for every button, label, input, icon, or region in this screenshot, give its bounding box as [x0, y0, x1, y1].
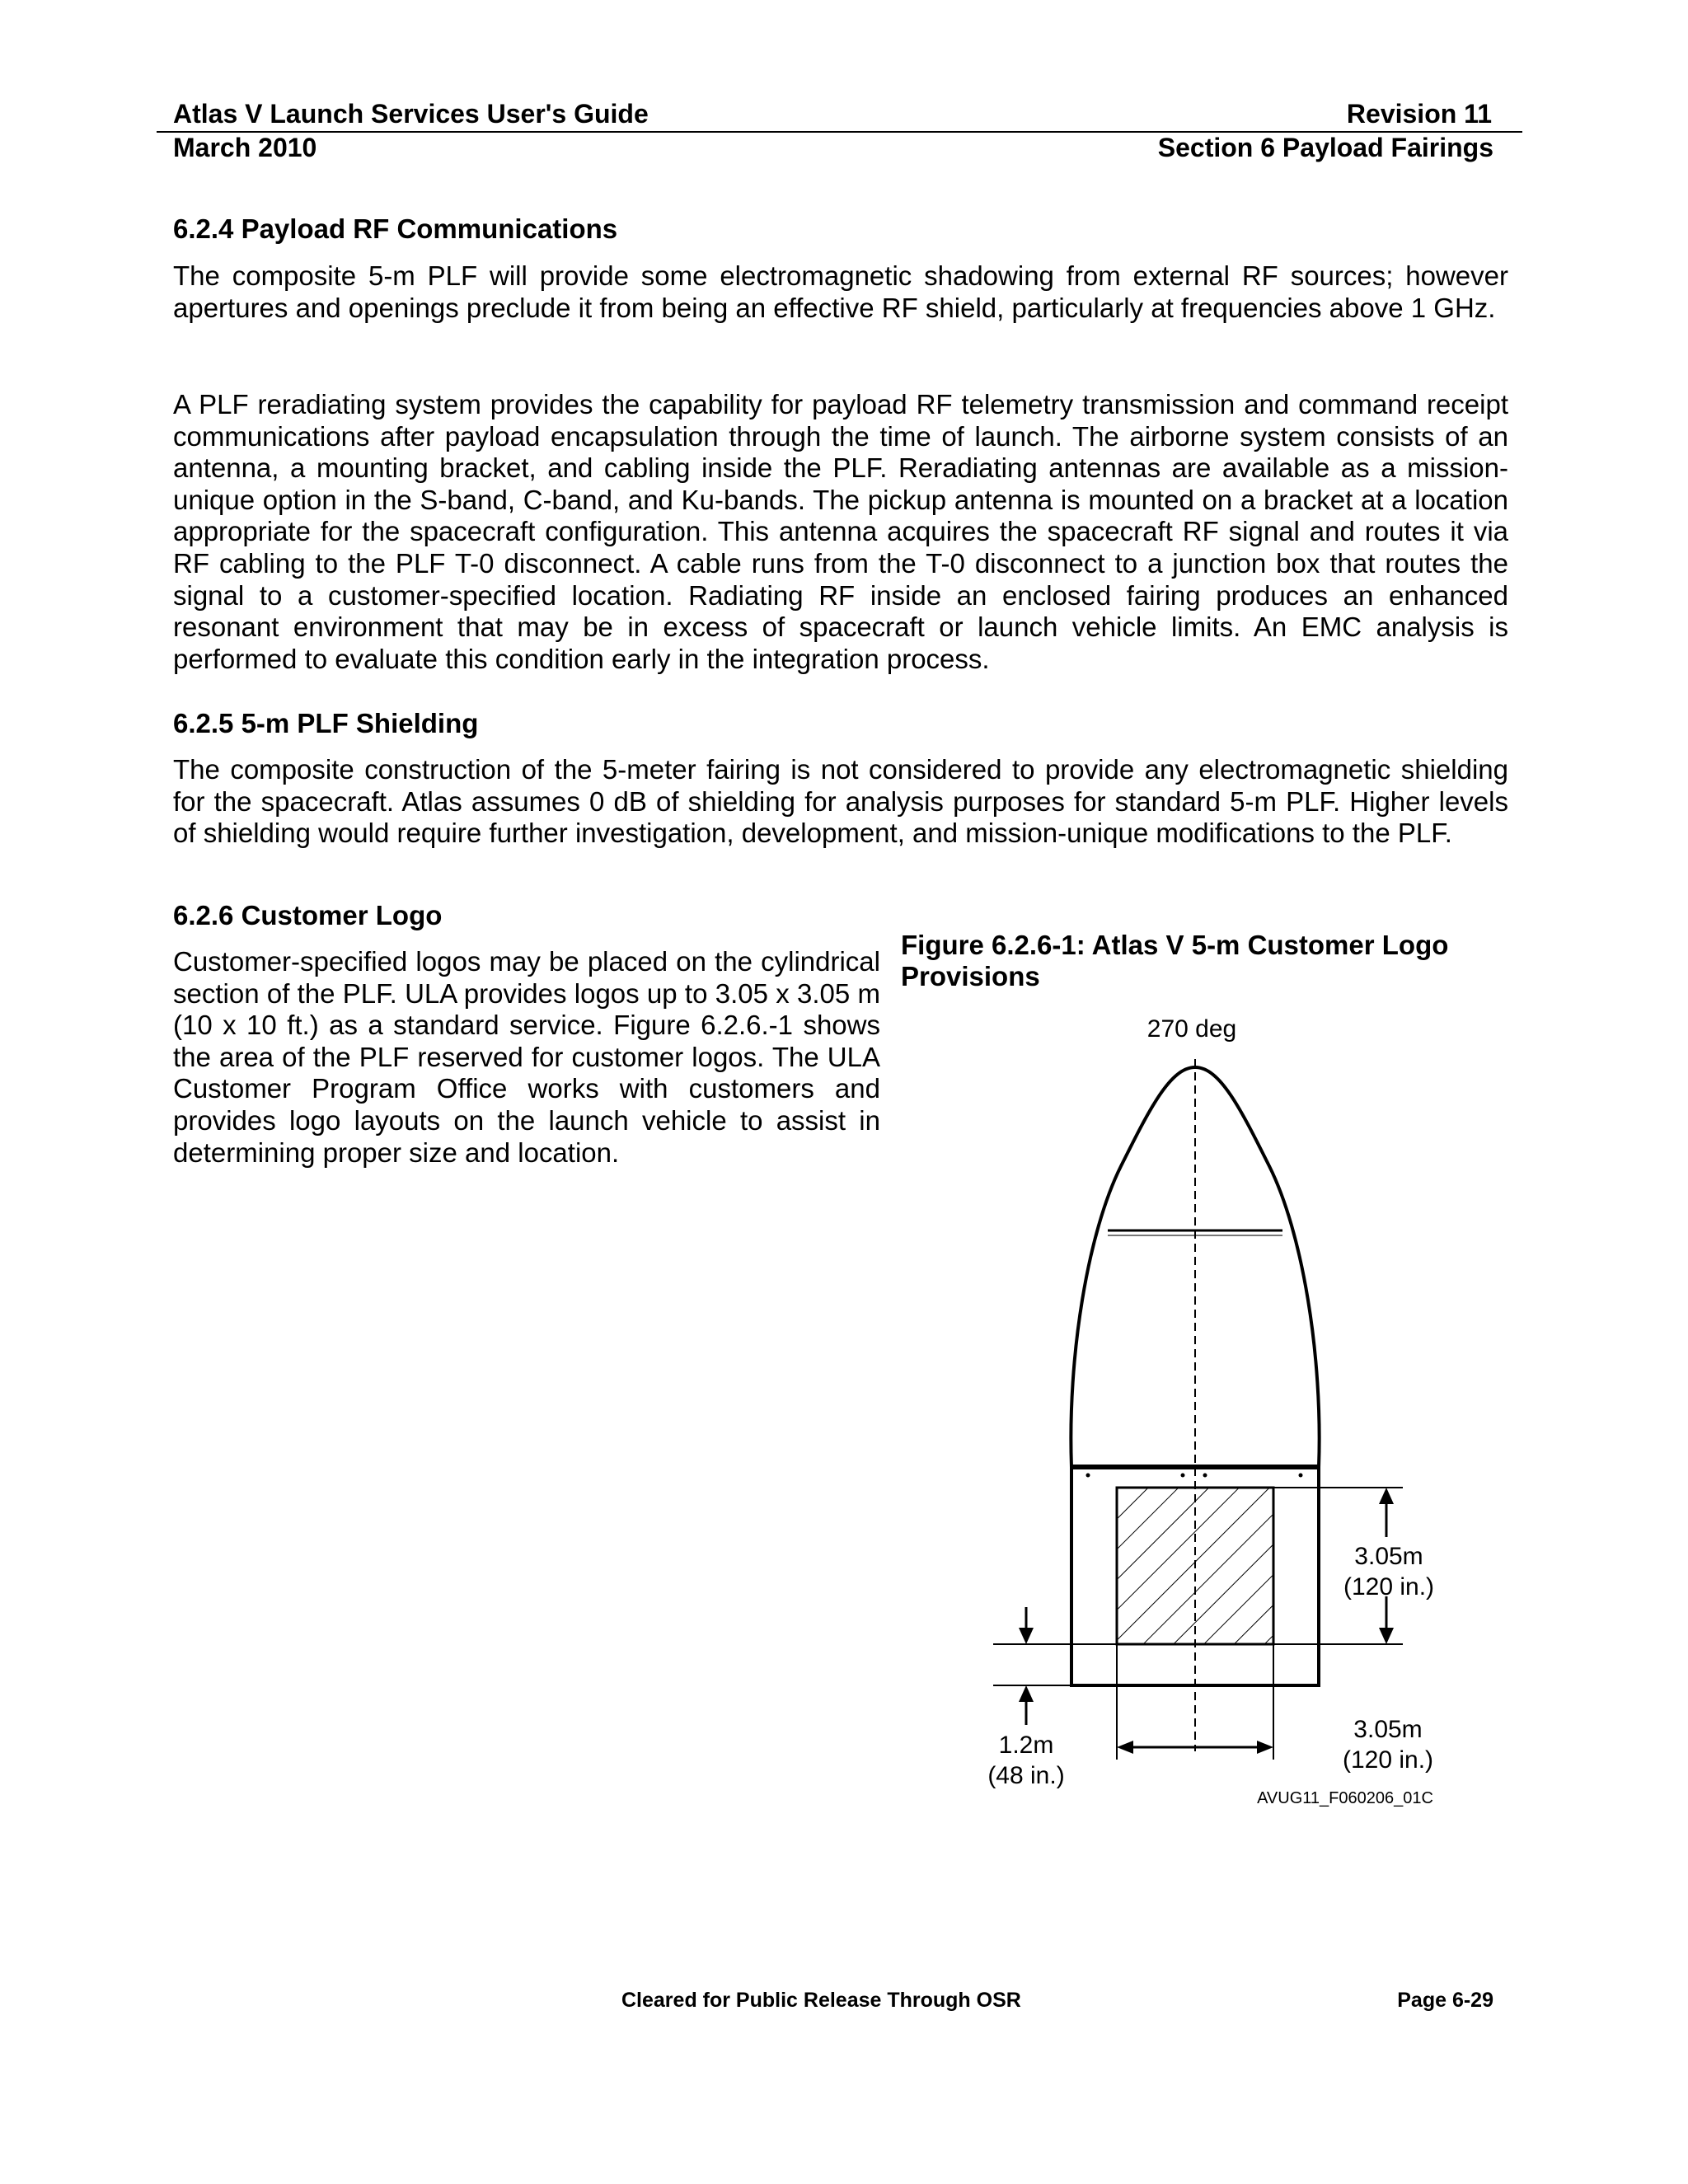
- height-dim-imperial: (120 in.): [1343, 1573, 1435, 1601]
- rivet-marker: [1203, 1474, 1207, 1478]
- rivet-marker: [1299, 1474, 1303, 1478]
- rivet-marker: [1086, 1474, 1090, 1478]
- offset-dim-imperial: (48 in.): [987, 1762, 1065, 1789]
- section-heading-customer-logo: 6.2.6 Customer Logo: [173, 900, 443, 930]
- width-dim-imperial: (120 in.): [1342, 1746, 1434, 1774]
- figure-caption: Figure 6.2.6-1: Atlas V 5-m Customer Logo Provisions: [901, 930, 1449, 991]
- height-arrowhead-top: [1379, 1488, 1394, 1504]
- offset-arrowhead-top: [1019, 1628, 1034, 1644]
- header-section: Section 6 Payload Fairings: [1157, 133, 1493, 162]
- rivet-marker: [1181, 1474, 1185, 1478]
- width-dim-metric: 3.05m: [1353, 1716, 1423, 1743]
- angle-label: 270 deg: [1146, 1015, 1237, 1043]
- paragraph-reradiating-system: A PLF reradiating system provides the capability for payload RF telemetry transmission and command receipt communications after payload encapsulation through the time of launch. The airborne system consists of an antenna, a mounting bracket, and cabling inside the PLF. Reradiating antennas are available as a mission-unique option in the S-band, C-band, and Ku-bands. The pickup antenna is mounted on a bracket at a location appropriate for the spacecraft configuration. This antenna acquires the spacecraft RF signal and routes it via RF cabling to the PLF T-0 disconnect. A cable runs from the T-0 disconnect to a junction box that routes the signal to a customer-specified location. Radiating RF inside an enclosed fairing produces an enhanced resonant environment that may be in excess of spacecraft or launch vehicle limits. An EMC analysis is performed to evaluate this condition early in the integration process.: [173, 389, 1508, 674]
- height-dim-metric: 3.05m: [1354, 1543, 1423, 1570]
- offset-dim-metric: 1.2m: [998, 1732, 1054, 1759]
- width-arrowhead-right: [1257, 1741, 1273, 1754]
- paragraph-rf-shadowing: The composite 5-m PLF will provide some electromagnetic shadowing from external RF sources; however apertures and openings preclude it from being an effective RF shield, particularly at frequencies above 1 GHz.: [173, 260, 1508, 323]
- footer-page-number: Page 6-29: [1397, 1989, 1493, 2012]
- paragraph-customer-logo: Customer-specified logos may be placed on the cylindrical section of the PLF. ULA provides logos up to 3.05 x 3.05 m (10 x 10 ft.) as a standard service. Figure 6.2.6.-1 shows the area of the PLF reserved for customer logos. The ULA Customer Program Office works with customers and provides logo layouts on the launch vehicle to assist in determining proper size and location.: [173, 946, 880, 1168]
- fairing-logo-diagram: [898, 1010, 1475, 1834]
- width-arrowhead-left: [1117, 1741, 1133, 1754]
- paragraph-shielding: The composite construction of the 5-meter fairing is not considered to provide any electromagnetic shielding for the spacecraft. Atlas assumes 0 dB of shielding for analysis purposes for standard 5-m PLF. Higher levels of shielding would require further investigation, development, and mission-unique modifications to the PLF.: [173, 754, 1508, 849]
- header-revision: Revision 11: [1346, 99, 1492, 129]
- header-date: March 2010: [173, 133, 317, 162]
- section-heading-plf-shielding: 6.2.5 5-m PLF Shielding: [173, 708, 479, 738]
- section-heading-rf-communications: 6.2.4 Payload RF Communications: [173, 213, 618, 244]
- offset-arrowhead-bottom: [1019, 1685, 1034, 1702]
- height-arrowhead-bottom: [1379, 1628, 1394, 1644]
- footer-release-note: Cleared for Public Release Through OSR: [621, 1989, 1021, 2012]
- figure-id: AVUG11_F060206_01C: [1257, 1789, 1433, 1807]
- header-doc-title: Atlas V Launch Services User's Guide: [173, 99, 649, 129]
